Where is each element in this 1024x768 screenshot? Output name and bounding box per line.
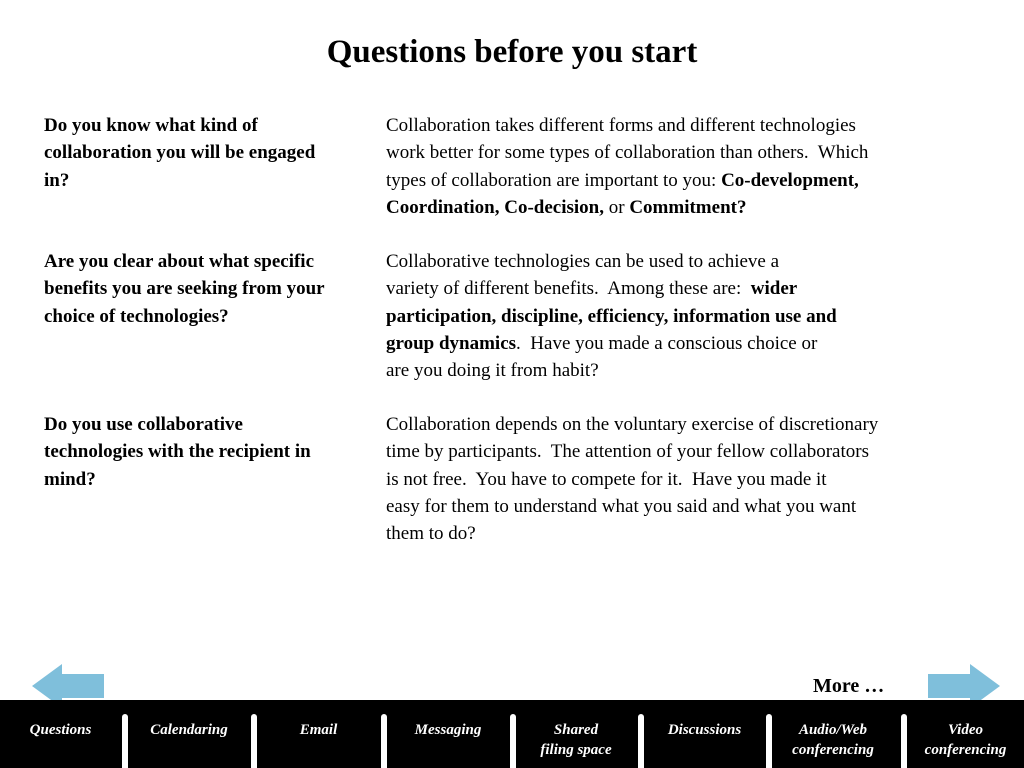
answer-line: [386, 194, 996, 221]
nav-tab-label: Discussions: [667, 722, 742, 738]
answer-segment: Collaboration takes different forms and different technologies: [386, 115, 856, 136]
answer-line: [386, 438, 996, 465]
answer-line: [386, 466, 996, 493]
more-link[interactable]: More …: [813, 675, 885, 697]
nav-tab[interactable]: [516, 714, 636, 768]
nav-tab[interactable]: [257, 714, 380, 768]
bottom-nav-bar: [0, 700, 1024, 768]
answer-segment: work better for some types of collaboration than others. Which: [386, 142, 869, 164]
nav-tab-label: Audio/Web: [798, 722, 868, 738]
nav-tab[interactable]: [0, 714, 121, 768]
answer-line: [386, 493, 996, 520]
answer-emphasis: Coordination, Co-decision,: [386, 196, 604, 218]
question-text: Do you know what kind of collaboration you will be engaged in?: [44, 115, 316, 191]
answer-line: [386, 411, 996, 438]
answer-line: [386, 112, 996, 139]
nav-tab-label: conferencing: [792, 742, 874, 758]
answer-segment: Collaborative technologies can be used to achieve a: [386, 251, 780, 272]
nav-tab-label: Shared: [553, 722, 599, 738]
nav-tab-label: conferencing: [924, 742, 1007, 758]
nav-tab[interactable]: [129, 714, 249, 768]
nav-tab-label: Questions: [29, 722, 92, 738]
nav-tab-label: filing space: [540, 742, 612, 758]
answer-segment: are you doing it from habit?: [386, 360, 599, 382]
page-title: Questions before you start: [326, 34, 698, 70]
answer-line: [386, 357, 996, 384]
nav-tab-label: Video: [947, 722, 983, 738]
question-text: Do you use collaborative technologies with the recipient in mind?: [44, 414, 311, 490]
answer-emphasis: Commitment?: [629, 196, 747, 218]
answer-segment: is not free. You have to compete for it. Have you made it: [386, 468, 827, 490]
nav-tab-label: Messaging: [414, 722, 482, 738]
answer-segment: . Have you made a conscious choice or: [516, 332, 818, 354]
answer-line: [386, 520, 996, 547]
answer-line: [386, 167, 996, 194]
answer-line: [386, 275, 996, 302]
nav-tab-label: Calendaring: [150, 722, 228, 738]
nav-tab[interactable]: [387, 714, 509, 768]
answer-emphasis: group dynamics: [386, 332, 517, 354]
answer-emphasis: Co-development,: [721, 169, 859, 191]
answer-segment: them to do?: [386, 523, 476, 545]
nav-divider: [122, 714, 128, 768]
nav-tab-label: Email: [299, 722, 338, 738]
answer-segment: Collaboration depends on the voluntary exercise of discretionary: [386, 414, 879, 435]
answer-emphasis: wider: [750, 278, 798, 300]
nav-tab[interactable]: [772, 714, 894, 768]
answer-line: [386, 303, 996, 330]
answer-segment: easy for them to understand what you said and what you want: [386, 495, 857, 517]
answer-text: [386, 112, 996, 221]
answer-line: [386, 248, 996, 275]
answer-text: [386, 248, 996, 384]
answer-segment: types of collaboration are important to you:: [386, 169, 722, 191]
question-text: Are you clear about what specific benefits you are seeking from your choice of technologies?: [44, 251, 325, 327]
answer-text: [386, 411, 996, 547]
answer-line: [386, 330, 996, 357]
answer-line: [386, 139, 996, 166]
answer-segment: or: [604, 196, 630, 218]
answer-segment: time by participants. The attention of your fellow collaborators: [386, 441, 869, 463]
nav-tab[interactable]: [644, 714, 765, 768]
nav-tab[interactable]: [907, 714, 1024, 768]
answer-segment: variety of different benefits. Among these are:: [386, 278, 751, 300]
answer-emphasis: participation, discipline, efficiency, information use and: [386, 305, 837, 327]
